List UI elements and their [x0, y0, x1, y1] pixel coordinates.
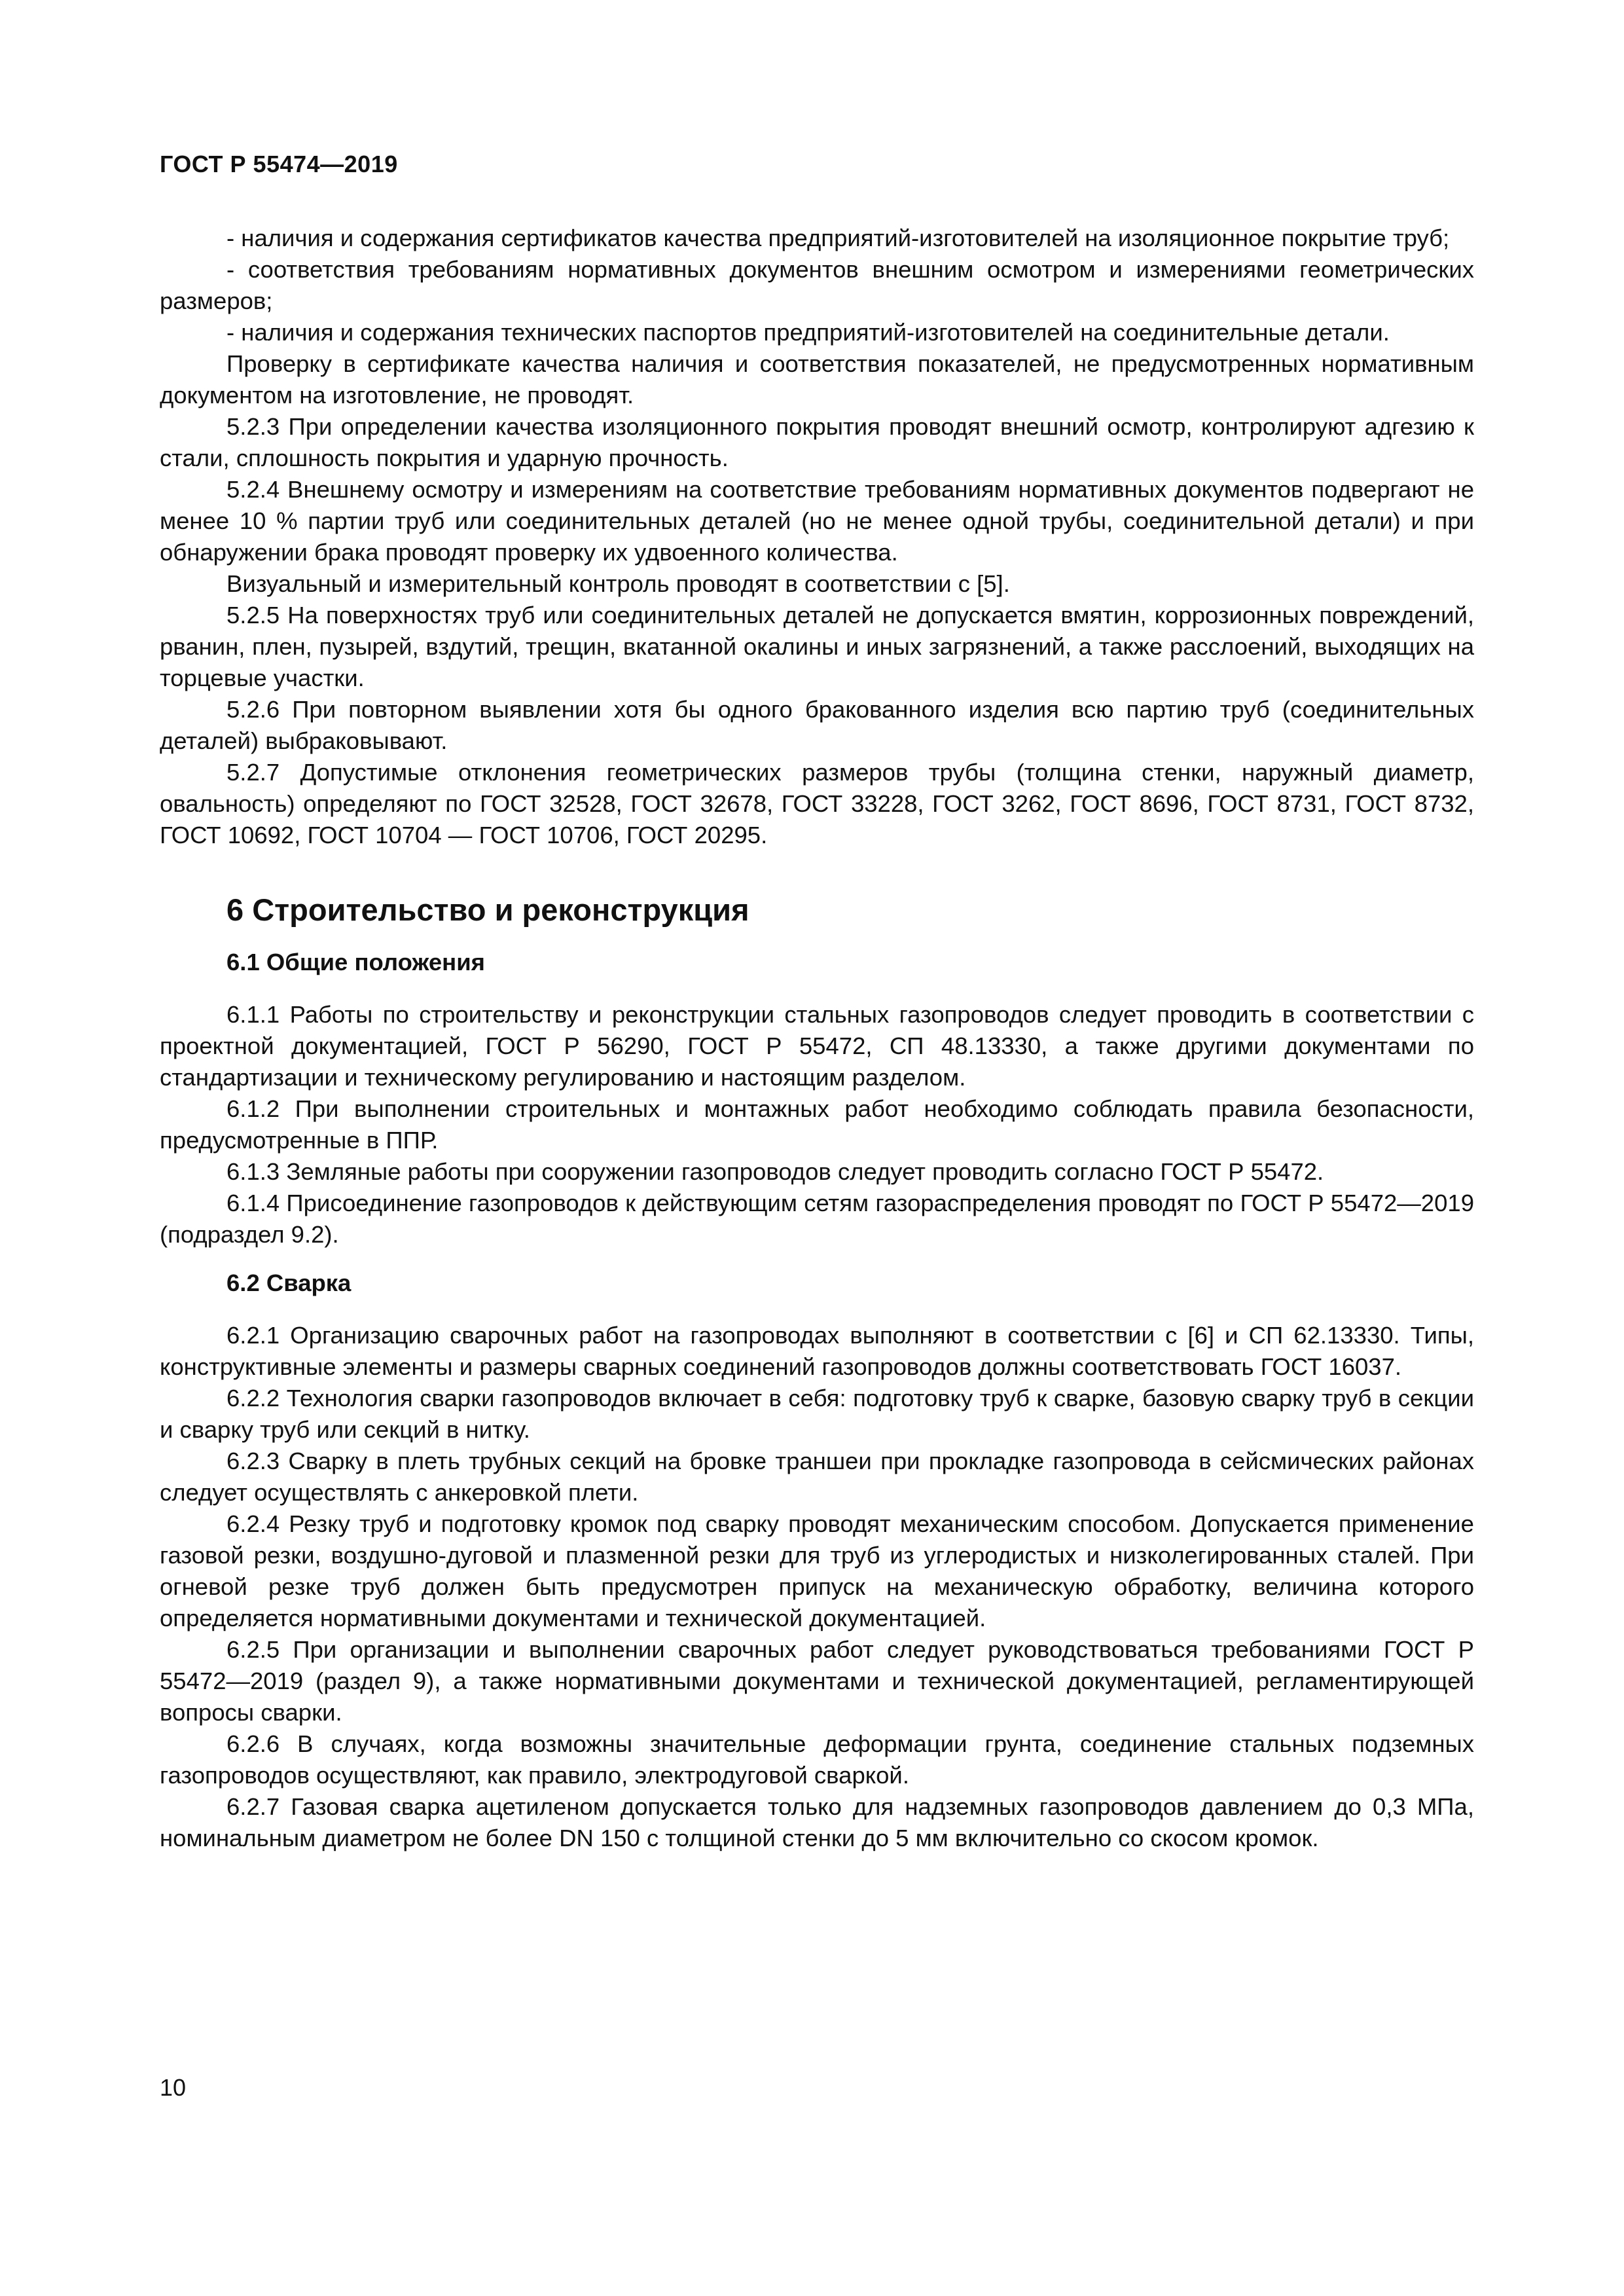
paragraph-visual-control: Визуальный и измерительный контроль проводят в соответствии с [5]. [226, 570, 1010, 597]
paragraph-5-2-5: 5.2.5 На поверхностях труб или соединительных деталей не допускается вмятин, коррозионных повреждений, рванин, плен, пузырей, вздутий, трещин, вкатанной окалины и иных загрязнений, а также расслоений, выходящих на торцевые участки. [160, 602, 1474, 691]
paragraph-6-1-2: 6.1.2 При выполнении строительных и монтажных работ необходимо соблюдать правила безопасности, предусмотренные в ППР. [160, 1095, 1474, 1154]
paragraph-6-2-1: 6.2.1 Организацию сварочных работ на газопроводах выполняют в соответствии с [6] и СП 62.13330. Типы, конструктивные элементы и размеры сварных соединений газопроводов должны соответствовать ГОСТ 16037. [160, 1322, 1474, 1380]
paragraph-6-1-3: 6.1.3 Земляные работы при сооружении газопроводов следует проводить согласно ГОСТ Р 55472. [226, 1158, 1324, 1185]
paragraph-passports: - наличия и содержания технических паспортов предприятий-изготовителей на соединительные детали. [226, 319, 1390, 346]
paragraph-5-2-3: 5.2.3 При определении качества изоляционного покрытия проводят внешний осмотр, контролируют адгезию к стали, сплошность покрытия и ударную прочность. [160, 413, 1474, 471]
paragraph-6-2-7: 6.2.7 Газовая сварка ацетиленом допускается только для надземных газопроводов давлением до 0,3 МПа, номинальным диаметром не более DN 150 с толщиной стенки до 5 мм включительно со скосом кромок. [160, 1793, 1474, 1851]
paragraph-geometry-check: - соответствия требованиям нормативных документов внешним осмотром и измерениями геометрических размеров; [160, 256, 1474, 314]
paragraph-6-2-5: 6.2.5 При организации и выполнении сварочных работ следует руководствоваться требованиями ГОСТ Р 55472—2019 (раздел 9), а также нормативными документами и технической документацией, регламентирующей вопросы сварки. [160, 1636, 1474, 1726]
page-content [160, 223, 1474, 1854]
document-code-header: ГОСТ Р 55474—2019 [160, 151, 398, 177]
paragraph-5-2-4: 5.2.4 Внешнему осмотру и измерениям на соответствие требованиям нормативных документов подвергают не менее 10 % партии труб или соединительных деталей (но не менее одной трубы, соединительной детали) и при обнаружении брака проводят проверку их удвоенного количества. [160, 476, 1474, 566]
subsection-6-1-title: 6.1 Общие положения [226, 949, 485, 975]
paragraph-6-2-2: 6.2.2 Технология сварки газопроводов включает в себя: подготовку труб к сварке, базовую сварку труб в секции и сварку труб или секций в нитку. [160, 1385, 1474, 1443]
paragraph-5-2-7: 5.2.7 Допустимые отклонения геометрических размеров трубы (толщина стенки, наружный диаметр, овальность) определяют по ГОСТ 32528, ГОСТ 32678, ГОСТ 33228, ГОСТ 3262, ГОСТ 8696, ГОСТ 8731, ГОСТ 8732, ГОСТ 10692, ГОСТ 10704 — ГОСТ 10706, ГОСТ 20295. [160, 759, 1474, 848]
paragraph-certificates: - наличия и содержания сертификатов качества предприятий-изготовителей на изоляционное покрытие труб; [226, 225, 1450, 251]
paragraph-6-2-6: 6.2.6 В случаях, когда возможны значительные деформации грунта, соединение стальных подземных газопроводов осуществляют, как правило, электродуговой сваркой. [160, 1730, 1474, 1789]
paragraph-6-2-3: 6.2.3 Сварку в плеть трубных секций на бровке траншеи при прокладке газопровода в сейсмических районах следует осуществлять с анкеровкой плети. [160, 1448, 1474, 1506]
section-6-title: 6 Строительство и реконструкция [226, 892, 749, 927]
subsection-6-2-title: 6.2 Сварка [226, 1269, 352, 1296]
paragraph-6-2-4: 6.2.4 Резку труб и подготовку кромок под сварку проводят механическим способом. Допускается применение газовой резки, воздушно-дуговой и плазменной резки для труб из углеродистых и низколегированных сталей. При огневой резке труб должен быть предусмотрен припуск на механическую обработку, величина которого определяется нормативными документами и технической документацией. [160, 1510, 1474, 1631]
paragraph-5-2-6: 5.2.6 При повторном выявлении хотя бы одного бракованного изделия всю партию труб (соединительных деталей) выбраковывают. [160, 696, 1474, 754]
paragraph-certificate-check: Проверку в сертификате качества наличия и соответствия показателей, не предусмотренных нормативным документом на изготовление, не проводят. [160, 350, 1474, 409]
paragraph-6-1-1: 6.1.1 Работы по строительству и реконструкции стальных газопроводов следует проводить в соответствии с проектной документацией, ГОСТ Р 56290, ГОСТ Р 55472, СП 48.13330, а также другими документами по стандартизации и техническому регулированию и настоящим разделом. [160, 1001, 1474, 1091]
paragraph-6-1-4: 6.1.4 Присоединение газопроводов к действующим сетям газораспределения проводят по ГОСТ Р 55472—2019 (подраздел 9.2). [160, 1190, 1474, 1248]
page-number: 10 [160, 2074, 187, 2101]
